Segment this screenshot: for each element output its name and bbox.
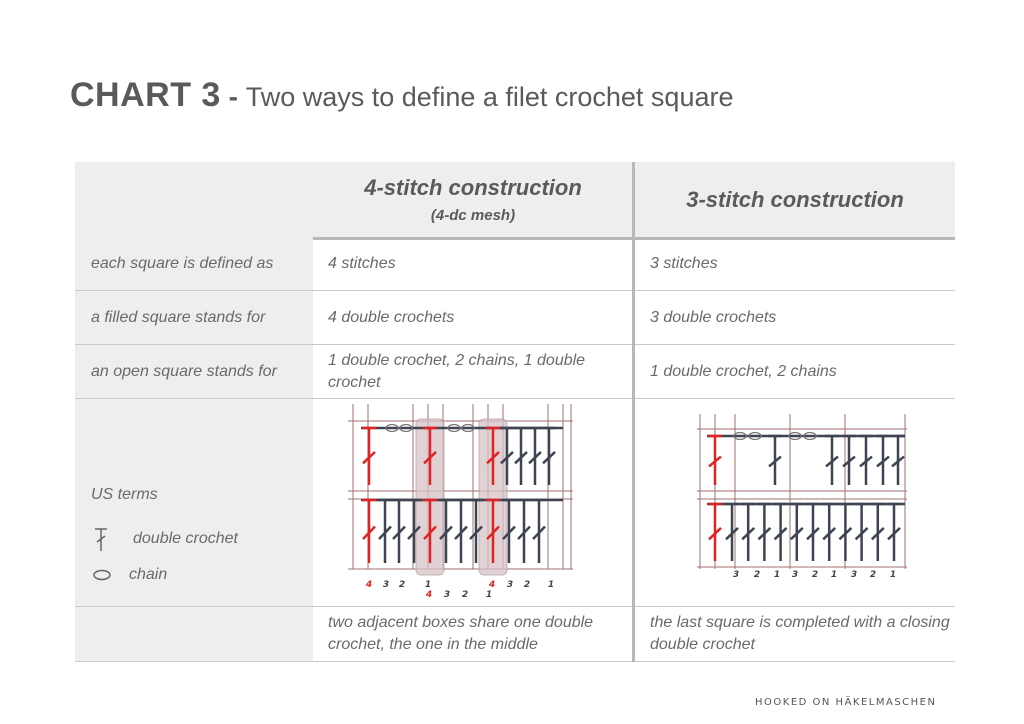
dc-stitch-icon xyxy=(855,504,869,561)
dc-stitch-icon xyxy=(362,428,376,485)
title-subtitle: Two ways to define a filet crochet square xyxy=(245,82,734,112)
header-empty-cell xyxy=(75,162,313,237)
dc-stitch-icon xyxy=(725,504,739,561)
stitch-count-label: 1 xyxy=(424,580,432,590)
stitch-count-label: 3 xyxy=(506,580,514,590)
stitch-count-label: 1 xyxy=(547,580,555,590)
row-label: a filled square stands for xyxy=(75,291,313,344)
header-4-stitch-subtitle: (4-dc mesh) xyxy=(430,207,516,224)
dc-stitch-icon xyxy=(891,436,905,485)
title-main: CHART 3 xyxy=(70,76,221,114)
row-label: an open square stands for xyxy=(75,345,313,398)
footer-credit: HOOKED ON HÄKELMASCHEN xyxy=(755,697,937,708)
row-value-4: 4 stitches xyxy=(328,254,396,272)
dc-stitch-icon xyxy=(842,436,856,485)
stitch-count-label: 2 xyxy=(753,570,761,580)
chain-icon xyxy=(91,568,113,582)
row-value-3: 3 stitches xyxy=(650,254,718,272)
dc-stitch-icon xyxy=(392,500,406,563)
stitch-count-label: 4 xyxy=(365,580,373,590)
dc-stitch-icon xyxy=(378,500,392,563)
table-row xyxy=(75,291,955,345)
stitch-count-label: 3 xyxy=(791,570,799,580)
stitch-count-label: 3 xyxy=(732,570,740,580)
stitch-count-label: 2 xyxy=(523,580,531,590)
stitch-count-label: 2 xyxy=(869,570,877,580)
title-separator: - xyxy=(220,81,246,112)
dc-stitch-icon xyxy=(517,500,531,563)
dc-stitch-icon xyxy=(768,436,782,485)
stitch-count-label: 4 xyxy=(488,580,496,590)
stitch-count-label: 1 xyxy=(889,570,897,580)
notes-empty-cell xyxy=(75,607,313,661)
header-4-stitch-title: 4-stitch construction xyxy=(364,175,582,200)
header-4-stitch xyxy=(313,162,633,237)
table-row xyxy=(75,607,955,662)
dc-stitch-icon xyxy=(876,436,890,485)
dc-stitch-icon xyxy=(741,504,755,561)
header-3-stitch xyxy=(635,162,955,237)
stitch-count-label: 3 xyxy=(850,570,858,580)
dc-stitch-icon xyxy=(838,504,852,561)
stitch-count-label: 2 xyxy=(461,590,469,600)
table-header xyxy=(75,162,955,240)
dc-stitch-icon xyxy=(790,504,804,561)
note-3: the last square is completed with a closing double crochet xyxy=(650,614,950,653)
column-divider xyxy=(632,162,635,662)
stitch-count-label: 2 xyxy=(398,580,406,590)
legend-item-chain xyxy=(91,566,167,584)
stitch-count-label: 1 xyxy=(830,570,838,580)
dc-stitch-icon xyxy=(859,436,873,485)
stitch-count-label: 1 xyxy=(485,590,493,600)
diagram-row xyxy=(75,399,955,607)
dc-stitch-icon xyxy=(806,504,820,561)
dc-stitch-icon xyxy=(708,436,722,485)
row-label: each square is defined as xyxy=(75,237,313,290)
table-row xyxy=(75,345,955,399)
legend-chain-label: chain xyxy=(129,566,168,583)
row-value-4: 1 double crochet, 2 chains, 1 double crochet xyxy=(328,351,586,391)
header-3-stitch-title: 3-stitch construction xyxy=(686,186,904,212)
dc-stitch-icon xyxy=(708,504,722,561)
dc-stitch-icon xyxy=(757,504,771,561)
dc-stitch-icon xyxy=(542,428,556,485)
stitch-count-label: 2 xyxy=(811,570,819,580)
dc-stitch-icon xyxy=(822,504,836,561)
diagram-4-stitch xyxy=(313,399,633,606)
stitch-count-label: 3 xyxy=(382,580,390,590)
legend-heading: US terms xyxy=(91,486,158,503)
legend xyxy=(75,399,313,606)
dc-stitch-icon xyxy=(887,504,901,561)
dc-stitch-icon xyxy=(362,500,376,563)
row-value-4: 4 double crochets xyxy=(328,308,455,326)
dc-stitch-icon xyxy=(528,428,542,485)
diagram-3-stitch xyxy=(635,399,955,606)
stitch-count-label: 4 xyxy=(425,590,433,600)
row-value-3: 3 double crochets xyxy=(650,308,777,326)
dc-stitch-icon xyxy=(871,504,885,561)
row-value-3: 1 double crochet, 2 chains xyxy=(650,362,837,380)
diagram-3-cell xyxy=(635,399,955,606)
dc-stitch-icon xyxy=(532,500,546,563)
page-title xyxy=(70,76,734,115)
legend-item-dc xyxy=(91,526,238,552)
dc-stitch-icon xyxy=(514,428,528,485)
diagram-4-cell xyxy=(313,399,633,606)
table-row xyxy=(75,237,955,291)
stitch-count-label: 3 xyxy=(443,590,451,600)
dc-stitch-icon xyxy=(774,504,788,561)
stitch-count-label: 1 xyxy=(773,570,781,580)
comparison-table xyxy=(75,162,955,662)
dc-stitch-icon xyxy=(825,436,839,485)
note-4: two adjacent boxes share one double crochet, the one in the middle xyxy=(328,614,594,653)
double-crochet-icon xyxy=(91,526,115,552)
dc-stitch-icon xyxy=(454,500,468,563)
legend-dc-label: double crochet xyxy=(133,530,238,547)
